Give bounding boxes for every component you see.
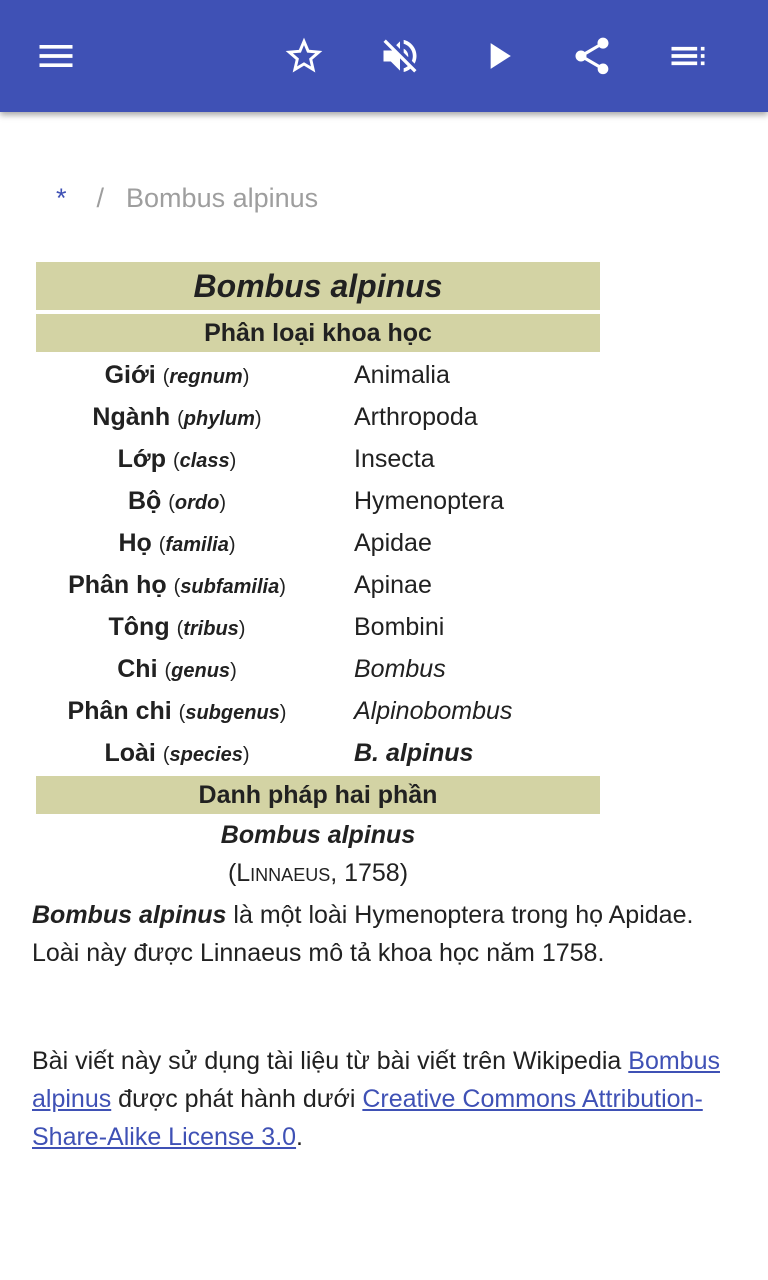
taxobox-title: Bombus alpinus (36, 262, 600, 310)
rank-latin-name: species (169, 743, 243, 766)
taxon-value[interactable]: Arthropoda (354, 402, 478, 431)
taxobox-rank (36, 655, 318, 684)
rank-name: Chi (117, 654, 158, 683)
taxobox-rank (36, 613, 318, 642)
rank-latin-name: ordo (174, 491, 220, 514)
rank-name: Họ (118, 528, 152, 557)
rank-latin: (class) (172, 449, 237, 472)
binomial-authority (36, 854, 600, 892)
taxon-value[interactable]: Insecta (354, 444, 435, 473)
breadcrumb-root-link[interactable]: * (56, 183, 67, 213)
taxobox-rank (36, 403, 318, 432)
taxon-value[interactable]: Apidae (354, 528, 432, 557)
license-notice (32, 1042, 732, 1156)
binomial-year: , 1758) (330, 859, 409, 887)
play-icon (476, 34, 520, 78)
taxobox-binomial-header: Danh pháp hai phần (36, 776, 600, 814)
rank-latin-name: regnum (169, 365, 243, 388)
rank-name: Bộ (127, 486, 162, 515)
taxobox-rank (36, 739, 318, 768)
sound-toggle-button[interactable] (372, 28, 428, 84)
rank-name: Tông (108, 612, 170, 641)
taxobox-row (36, 354, 600, 396)
rank-latin-name: familia (165, 533, 229, 556)
taxobox-rank (36, 697, 318, 726)
taxobox-row (36, 480, 600, 522)
rank-latin: (subgenus) (178, 701, 287, 724)
license-suffix: . (296, 1123, 303, 1151)
app-bar (0, 0, 768, 112)
rank-latin-name: subgenus (185, 701, 280, 724)
taxon-value[interactable]: Hymenoptera (354, 486, 505, 515)
taxobox-rank (36, 445, 318, 474)
taxobox-row (36, 690, 600, 732)
taxobox-row (36, 438, 600, 480)
taxobox-row (36, 606, 600, 648)
rank-name: Phân họ (68, 570, 167, 599)
taxobox-row (36, 396, 600, 438)
taxobox-rank (36, 571, 318, 600)
rank-latin-name: genus (171, 659, 231, 682)
taxobox-rank (36, 529, 318, 558)
rank-latin: (familia) (158, 533, 236, 556)
taxon-value[interactable]: Apinae (354, 570, 432, 599)
rank-latin: (subfamilia) (173, 575, 286, 598)
rank-name: Giới (104, 360, 156, 389)
taxobox-row (36, 522, 600, 564)
breadcrumb-separator: / (96, 183, 105, 213)
rank-name: Phân chi (67, 696, 172, 725)
rank-latin: (ordo) (168, 491, 227, 514)
taxon-value[interactable]: Bombus (354, 654, 446, 683)
taxobox-binomial (36, 816, 600, 892)
breadcrumb (56, 180, 318, 216)
taxon-value[interactable]: Bombini (354, 612, 445, 641)
volume-mute-icon (378, 34, 422, 78)
binomial-open-paren: ( (227, 859, 237, 887)
rank-latin: (phylum) (177, 407, 262, 430)
license-prefix: Bài viết này sử dụng tài liệu từ bài viết trên Wikipedia (32, 1047, 629, 1075)
taxobox-row (36, 564, 600, 606)
binomial-name: Bombus alpinus (220, 821, 416, 849)
taxon-value[interactable]: Animalia (354, 360, 450, 389)
table-of-contents-button[interactable] (660, 28, 716, 84)
taxon-value[interactable]: B. alpinus (354, 738, 474, 767)
play-button[interactable] (470, 28, 526, 84)
rank-name: Loài (104, 738, 156, 767)
wikipedia-article-link[interactable]: Bombus alpinus (32, 1047, 720, 1113)
taxobox-row (36, 732, 600, 774)
toc-list-icon (666, 34, 710, 78)
menu-button[interactable] (28, 28, 84, 84)
taxobox-rank (36, 361, 318, 390)
menu-icon (34, 34, 78, 78)
breadcrumb-current: Bombus alpinus (126, 183, 319, 213)
binomial-author: Linnaeus (236, 859, 331, 887)
taxobox-rows (36, 354, 600, 774)
taxobox-classification-header: Phân loại khoa học (36, 314, 600, 352)
article-lead-name: Bombus alpinus (32, 901, 227, 929)
star-outline-icon (282, 34, 326, 78)
taxobox-row (36, 648, 600, 690)
rank-latin: (genus) (164, 659, 237, 682)
license-middle: được phát hành dưới (111, 1085, 363, 1113)
favorite-button[interactable] (276, 28, 332, 84)
rank-latin: (regnum) (162, 365, 250, 388)
rank-latin-name: subfamilia (180, 575, 280, 598)
taxon-value[interactable]: Alpinobombus (354, 696, 513, 725)
rank-latin: (tribus) (176, 617, 246, 640)
rank-latin: (species) (162, 743, 250, 766)
rank-latin-name: phylum (183, 407, 255, 430)
article-lead (32, 896, 732, 972)
taxobox (36, 262, 600, 892)
share-icon (570, 34, 614, 78)
rank-latin-name: class (179, 449, 230, 472)
taxobox-rank (36, 487, 318, 516)
share-button[interactable] (564, 28, 620, 84)
rank-name: Lớp (117, 444, 166, 473)
rank-latin-name: tribus (183, 617, 239, 640)
article-lead-text: là một loài Hymenoptera trong họ Apidae. Loài này được Linnaeus mô tả khoa học năm 1758. (32, 901, 694, 967)
rank-name: Ngành (92, 402, 171, 431)
license-link[interactable]: Creative Commons Attribution-Share-Alike License 3.0 (32, 1085, 703, 1151)
